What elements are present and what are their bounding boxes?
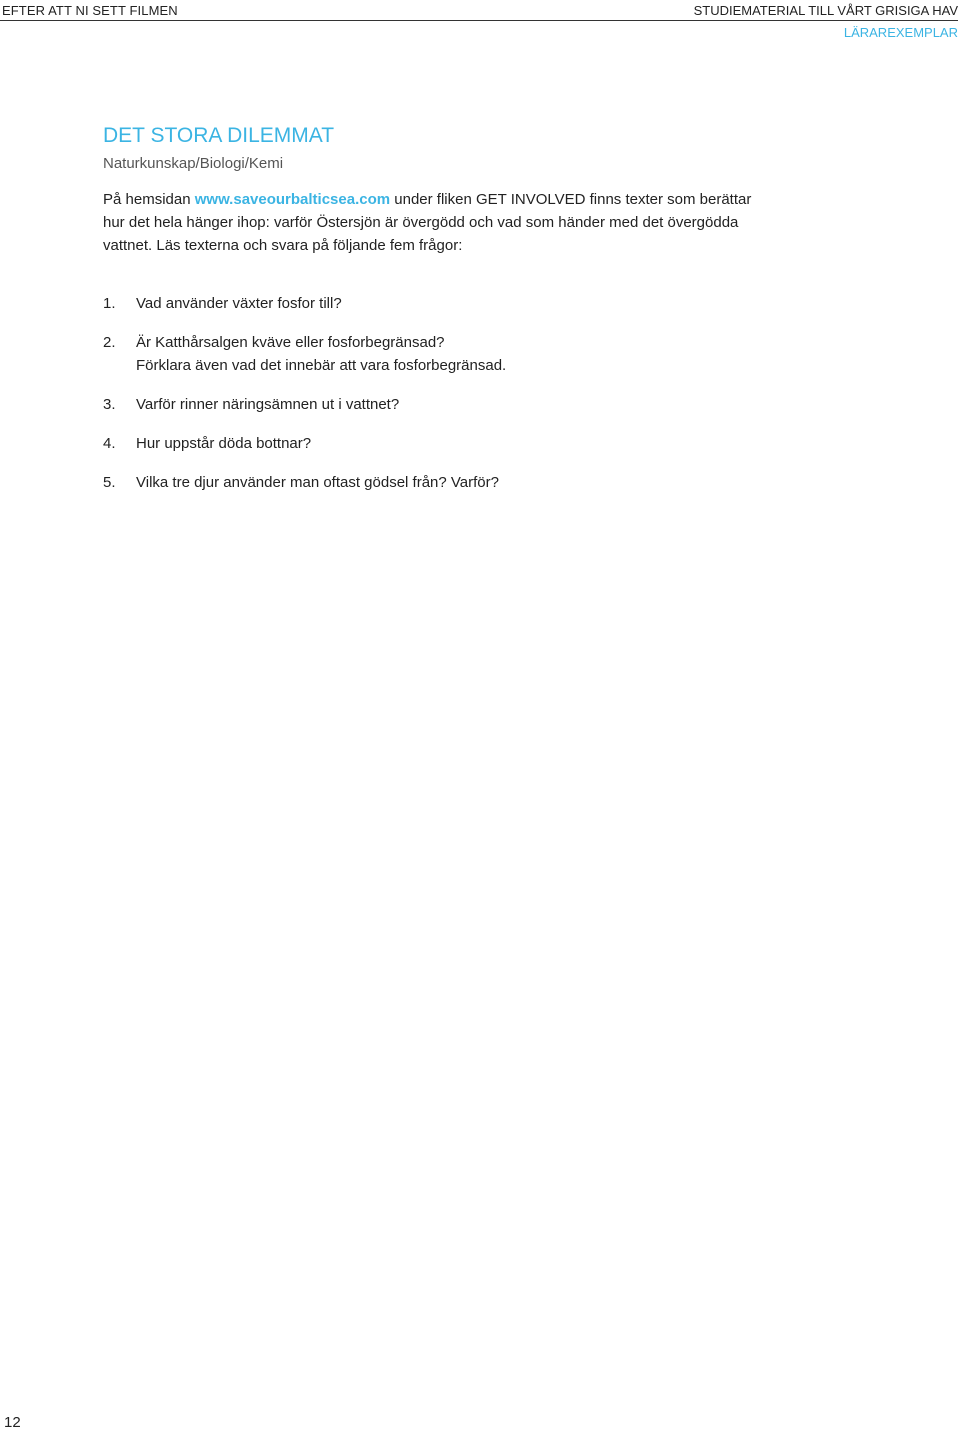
- intro-line-1: [103, 188, 863, 211]
- question-number: 5.: [103, 474, 116, 491]
- intro-line-3: vattnet. Läs texterna och svara på följande fem frågor:: [103, 237, 463, 254]
- main-content: [103, 122, 863, 510]
- question-line: Vad använder växter fosfor till?: [136, 295, 342, 312]
- question-text: [136, 393, 399, 416]
- question-line: Varför rinner näringsämnen ut i vattnet?: [136, 396, 400, 413]
- question-number: 1.: [103, 295, 116, 312]
- running-header-left: EFTER ATT NI SETT FILMEN: [2, 3, 178, 18]
- section-title: DET STORA DILEMMAT: [103, 124, 335, 147]
- question-item: [103, 393, 863, 416]
- question-item: [103, 471, 863, 494]
- question-line: Vilka tre djur använder man oftast gödsel från? Varför?: [136, 474, 499, 491]
- header-divider: [0, 20, 958, 21]
- question-text: [136, 292, 342, 315]
- edition-label: LÄRAREXEMPLAR: [843, 25, 958, 40]
- intro-prefix: På hemsidan: [103, 191, 195, 208]
- running-header-right: STUDIEMATERIAL TILL VÅRT GRISIGA HAV: [693, 3, 958, 18]
- question-line: Är Katthårsalgen kväve eller fosforbegränsad?: [136, 334, 445, 351]
- question-line: Hur uppstår döda bottnar?: [136, 435, 312, 452]
- question-text: [136, 331, 506, 377]
- page-number: 12: [4, 1414, 21, 1431]
- question-item: [103, 292, 863, 315]
- intro-line-2: hur det hela hänger ihop: varför Östersjön är övergödd och vad som händer med det övergödda: [103, 214, 739, 231]
- question-list: [103, 292, 863, 494]
- question-text: [136, 471, 499, 494]
- question-item: [103, 432, 863, 455]
- question-item: [103, 331, 863, 377]
- question-text: [136, 432, 311, 455]
- website-link[interactable]: www.saveourbalticsea.com: [194, 191, 391, 208]
- question-number: 4.: [103, 435, 116, 452]
- question-number: 2.: [103, 334, 116, 351]
- intro-paragraph: [103, 188, 863, 257]
- section-subtitle: Naturkunskap/Biologi/Kemi: [103, 155, 284, 172]
- question-line: Förklara även vad det innebär att vara fosforbegränsad.: [136, 357, 507, 374]
- intro-line-1-rest: under fliken GET INVOLVED finns texter som berättar: [390, 191, 752, 208]
- question-number: 3.: [103, 396, 116, 413]
